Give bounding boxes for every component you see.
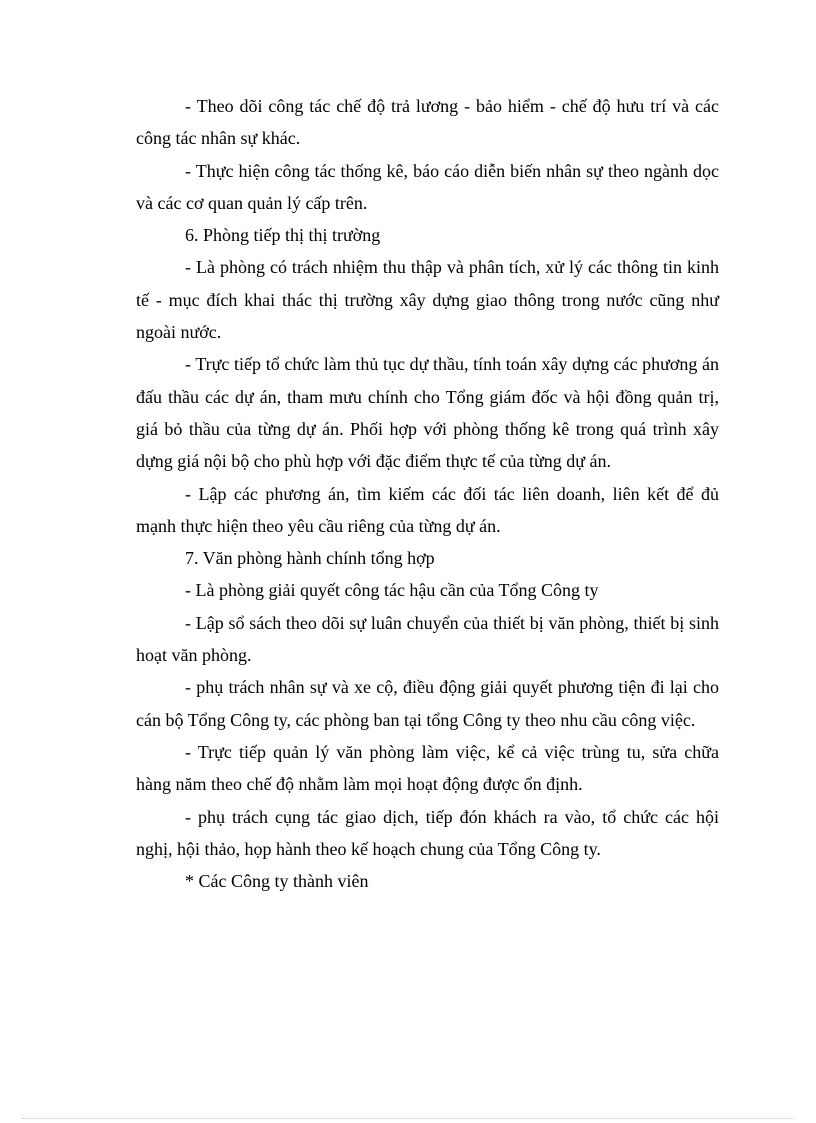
paragraph-statistics-report: - Thực hiện công tác thống kê, báo cáo diễn biến nhân sự theo ngành dọc và các cơ quan quản lý cấp trên. xyxy=(136,160,719,213)
document-body xyxy=(136,90,719,897)
paragraph-economic-info: - Là phòng có trách nhiệm thu thập và phân tích, xử lý các thông tin kinh tế - mục đích khai thác thị trường xây dựng giao thông trong nước cũng như ngoài nước. xyxy=(136,257,719,343)
heading-member-companies: * Các Công ty thành viên xyxy=(185,871,369,892)
paragraph-personnel-vehicles: - phụ trách nhân sự và xe cộ, điều động giải quyết phương tiện đi lại cho cán bộ Tổng Công ty, các phòng ban tại tổng Công ty theo nhu cầu công việc. xyxy=(136,677,719,730)
paragraph-joint-venture: - Lập các phương án, tìm kiếm các đối tác liên doanh, liên kết để đủ mạnh thực hiện theo yêu cầu riêng của từng dự án. xyxy=(136,483,719,536)
paragraph-equipment-records: - Lập sổ sách theo dõi sự luân chuyển của thiết bị văn phòng, thiết bị sinh hoạt văn phòng. xyxy=(136,612,719,666)
paragraph-transactions: - phụ trách cụng tác giao dịch, tiếp đón khách ra vào, tổ chức các hội nghị, hội thảo, họp hành theo kế hoạch chung của Tổng Công ty. xyxy=(136,806,719,859)
paragraph-salary-insurance: - Theo dõi công tác chế độ trả lương - bảo hiểm - chế độ hưu trí và các công tác nhân sự khác. xyxy=(136,96,719,149)
heading-marketing-department: 6. Phòng tiếp thị thị trường xyxy=(185,225,381,246)
page-bottom-divider xyxy=(22,1118,794,1119)
heading-administration-office: 7. Văn phòng hành chính tổng hợp xyxy=(185,548,435,569)
paragraph-logistics: - Là phòng giải quyết công tác hậu cần của Tổng Công ty xyxy=(185,580,599,601)
paragraph-office-management: - Trực tiếp quản lý văn phòng làm việc, kể cả việc trùng tu, sửa chữa hàng năm theo chế độ nhằm làm mọi hoạt động được ổn định. xyxy=(136,741,719,795)
paragraph-bidding: - Trực tiếp tổ chức làm thủ tục dự thầu, tính toán xây dựng các phương án đấu thầu các dự án, tham mưu chính cho Tổng giám đốc và hội đồng quản trị, giá bỏ thầu của từng dự án. Phối hợp với phòng thống kê trong quá trình xây dựng giá nội bộ cho phù hợp với đặc điểm thực tế của từng dự án. xyxy=(136,354,719,472)
